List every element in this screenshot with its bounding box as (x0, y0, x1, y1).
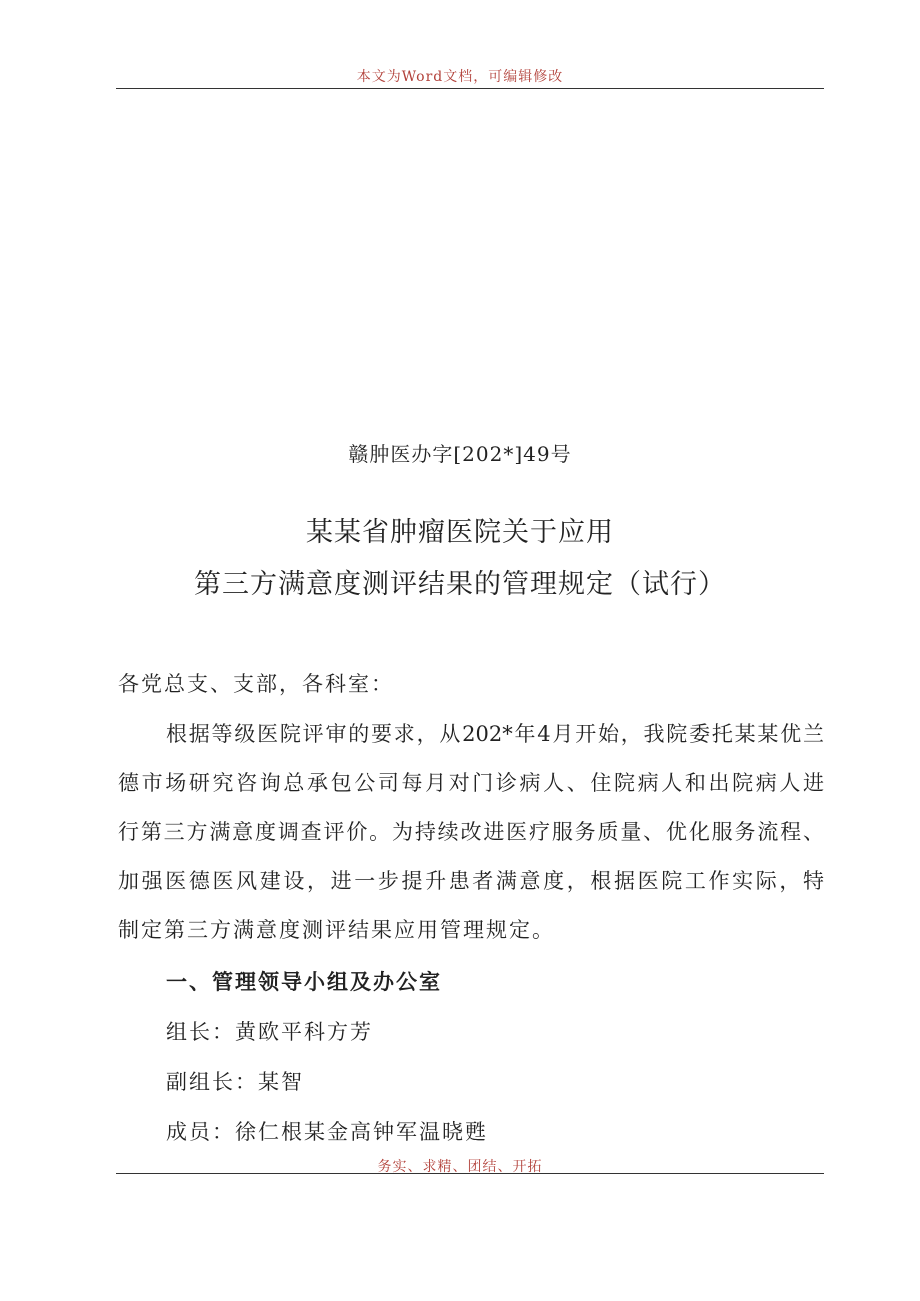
document-number: 赣肿医办字[202*]49号 (348, 442, 572, 466)
document-title-line-1: 某某省肿瘤医院关于应用 (306, 517, 614, 548)
body-paragraph-line: 根据等级医院评审的要求，从202*年4月开始，我院委托某某优兰 (166, 722, 824, 746)
body-paragraph-line: 制定第三方满意度测评结果应用管理规定。 (118, 918, 555, 942)
members-line: 成员：徐仁根某金高钟军温晓甦 (166, 1120, 488, 1144)
section-heading: 一、管理领导小组及办公室 (166, 970, 442, 994)
group-leader-line: 组长：黄欧平科方芳 (166, 1020, 373, 1044)
header-rule (116, 88, 824, 89)
deputy-leader-line: 副组长：某智 (166, 1070, 304, 1094)
footer-rule (116, 1173, 824, 1174)
document-title-line-2: 第三方满意度测评结果的管理规定（试行） (194, 569, 726, 600)
body-paragraph-line: 行第三方满意度调查评价。为持续改进医疗服务质量、优化服务流程、 (118, 820, 824, 844)
page-footer-note: 务实、求精、团结、开拓 (377, 1159, 543, 1175)
body-paragraph-line: 加强医德医风建设，进一步提升患者满意度，根据医院工作实际，特 (118, 869, 824, 893)
salutation: 各党总支、支部，各科室： (118, 672, 394, 696)
body-paragraph-line: 德市场研究咨询总承包公司每月对门诊病人、住院病人和出院病人进 (118, 771, 824, 795)
page-header-note: 本文为Word文档，可编辑修改 (356, 69, 564, 85)
